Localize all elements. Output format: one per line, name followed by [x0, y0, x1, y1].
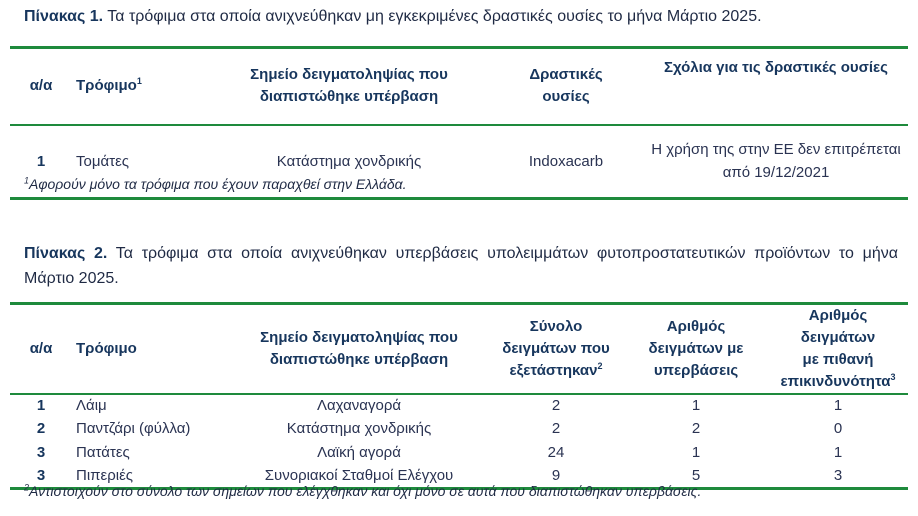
table1-footnote: $^1$Αφορούν μόνο τα τρόφιμα που έχουν παραχθεί στην Ελλάδα. — [24, 175, 407, 192]
table2-cell-index: 3 — [36, 443, 46, 461]
table2-cell-food: Πατάτες — [76, 443, 130, 461]
table1-cell-substance: Indoxacarb — [528, 152, 604, 170]
table1-caption — [24, 8, 762, 26]
table2-cell-total: 24 — [547, 443, 565, 461]
table2-header-risk: Αριθμός δειγμάτων με πιθανή επικινδυνότητα$^3$ — [780, 307, 896, 390]
table2-cell-sampling-point: Κατάστημα χονδρικής — [286, 420, 432, 438]
table1-cell-food: Τομάτες — [76, 152, 130, 170]
table1-cell-sampling-point: Κατάστημα χονδρικής — [276, 152, 422, 170]
table2-cell-risk: 3 — [833, 466, 843, 484]
table-row — [10, 394, 908, 418]
table2-cell-sampling-point: Λαχαναγορά — [316, 397, 402, 415]
table2-footnote: $^2$Αντιστοιχούν στο σύνολο των σημείων που ελέγχθηκαν και όχι μόνο σε αυτά που διαπιστώθηκαν υπερβάσεις. — [24, 482, 702, 499]
table2-cell-food: Παντζάρι (φύλλα) — [76, 420, 191, 438]
table1-header-food: Τρόφιμο$^1$ — [76, 76, 142, 95]
table2-cell-total: 2 — [551, 420, 561, 438]
table2-cell-risk: 1 — [833, 443, 843, 461]
table2-header-exceedances: Αριθμός δειγμάτων με υπερβάσεις — [648, 318, 744, 379]
table1-header-sampling-point: Σημείο δειγματοληψίας που διαπιστώθηκε υπέρβαση — [250, 66, 448, 106]
table2-cell-index: 1 — [36, 397, 46, 415]
table2-cell-risk: 1 — [833, 397, 843, 415]
table1-cell-index: 1 — [36, 152, 46, 170]
table2-header-row — [10, 304, 908, 395]
table2-cell-exceedances: 2 — [691, 420, 701, 438]
table2-header-total: Σύνολο δειγμάτων που εξετάστηκαν$^2$ — [502, 318, 610, 379]
table2-cell-food: Πιπεριές — [76, 466, 133, 484]
table1-cell-comment: Η χρήση της στην ΕΕ δεν επιτρέπεται από 19/12/2021 — [651, 141, 901, 182]
table2-caption-label: Πίνακας 2. — [24, 245, 108, 262]
table1-header-substances: Δραστικές ουσίες — [529, 66, 603, 106]
table2-cell-exceedances: 1 — [691, 443, 701, 461]
table2-cell-exceedances: 1 — [691, 397, 701, 415]
table2 — [10, 302, 908, 490]
table1-header-row — [10, 48, 908, 125]
table1-header-index: α/α — [29, 77, 53, 95]
table2-cell-index: 2 — [36, 420, 46, 438]
table2-header-sampling-point: Σημείο δειγματοληψίας που διαπιστώθηκε υπέρβαση — [260, 329, 458, 368]
table-row — [10, 418, 908, 442]
table2-cell-total: 9 — [551, 466, 561, 484]
table2-caption — [24, 241, 898, 291]
table2-header-food: Τρόφιμο — [76, 340, 137, 357]
table2-cell-risk: 0 — [833, 420, 843, 438]
table1-caption-label: Πίνακας 1. — [24, 8, 104, 25]
table2-cell-food: Λάιμ — [76, 397, 107, 415]
table2-cell-index: 3 — [36, 466, 46, 484]
table2-cell-total: 2 — [551, 397, 561, 415]
table-row — [10, 441, 908, 465]
table1-caption-text: Τα τρόφιμα στα οποία ανιχνεύθηκαν μη εγκεκριμένες δραστικές ουσίες το μήνα Μάρτιο 2025. — [107, 8, 762, 25]
table2-caption-text: Τα τρόφιμα στα οποία ανιχνεύθηκαν υπερβάσεις υπολειμμάτων φυτοπροστατευτικών προϊόντων το μήνα Μάρτιο 2025. — [24, 245, 899, 287]
table2-cell-exceedances: 5 — [691, 466, 701, 484]
table2-cell-sampling-point: Συνοριακοί Σταθμοί Ελέγχου — [264, 466, 454, 484]
table2-cell-sampling-point: Λαϊκή αγορά — [317, 443, 401, 461]
table1-header-comments: Σχόλια για τις δραστικές ουσίες — [664, 59, 888, 76]
table2-header-index: α/α — [29, 340, 53, 357]
